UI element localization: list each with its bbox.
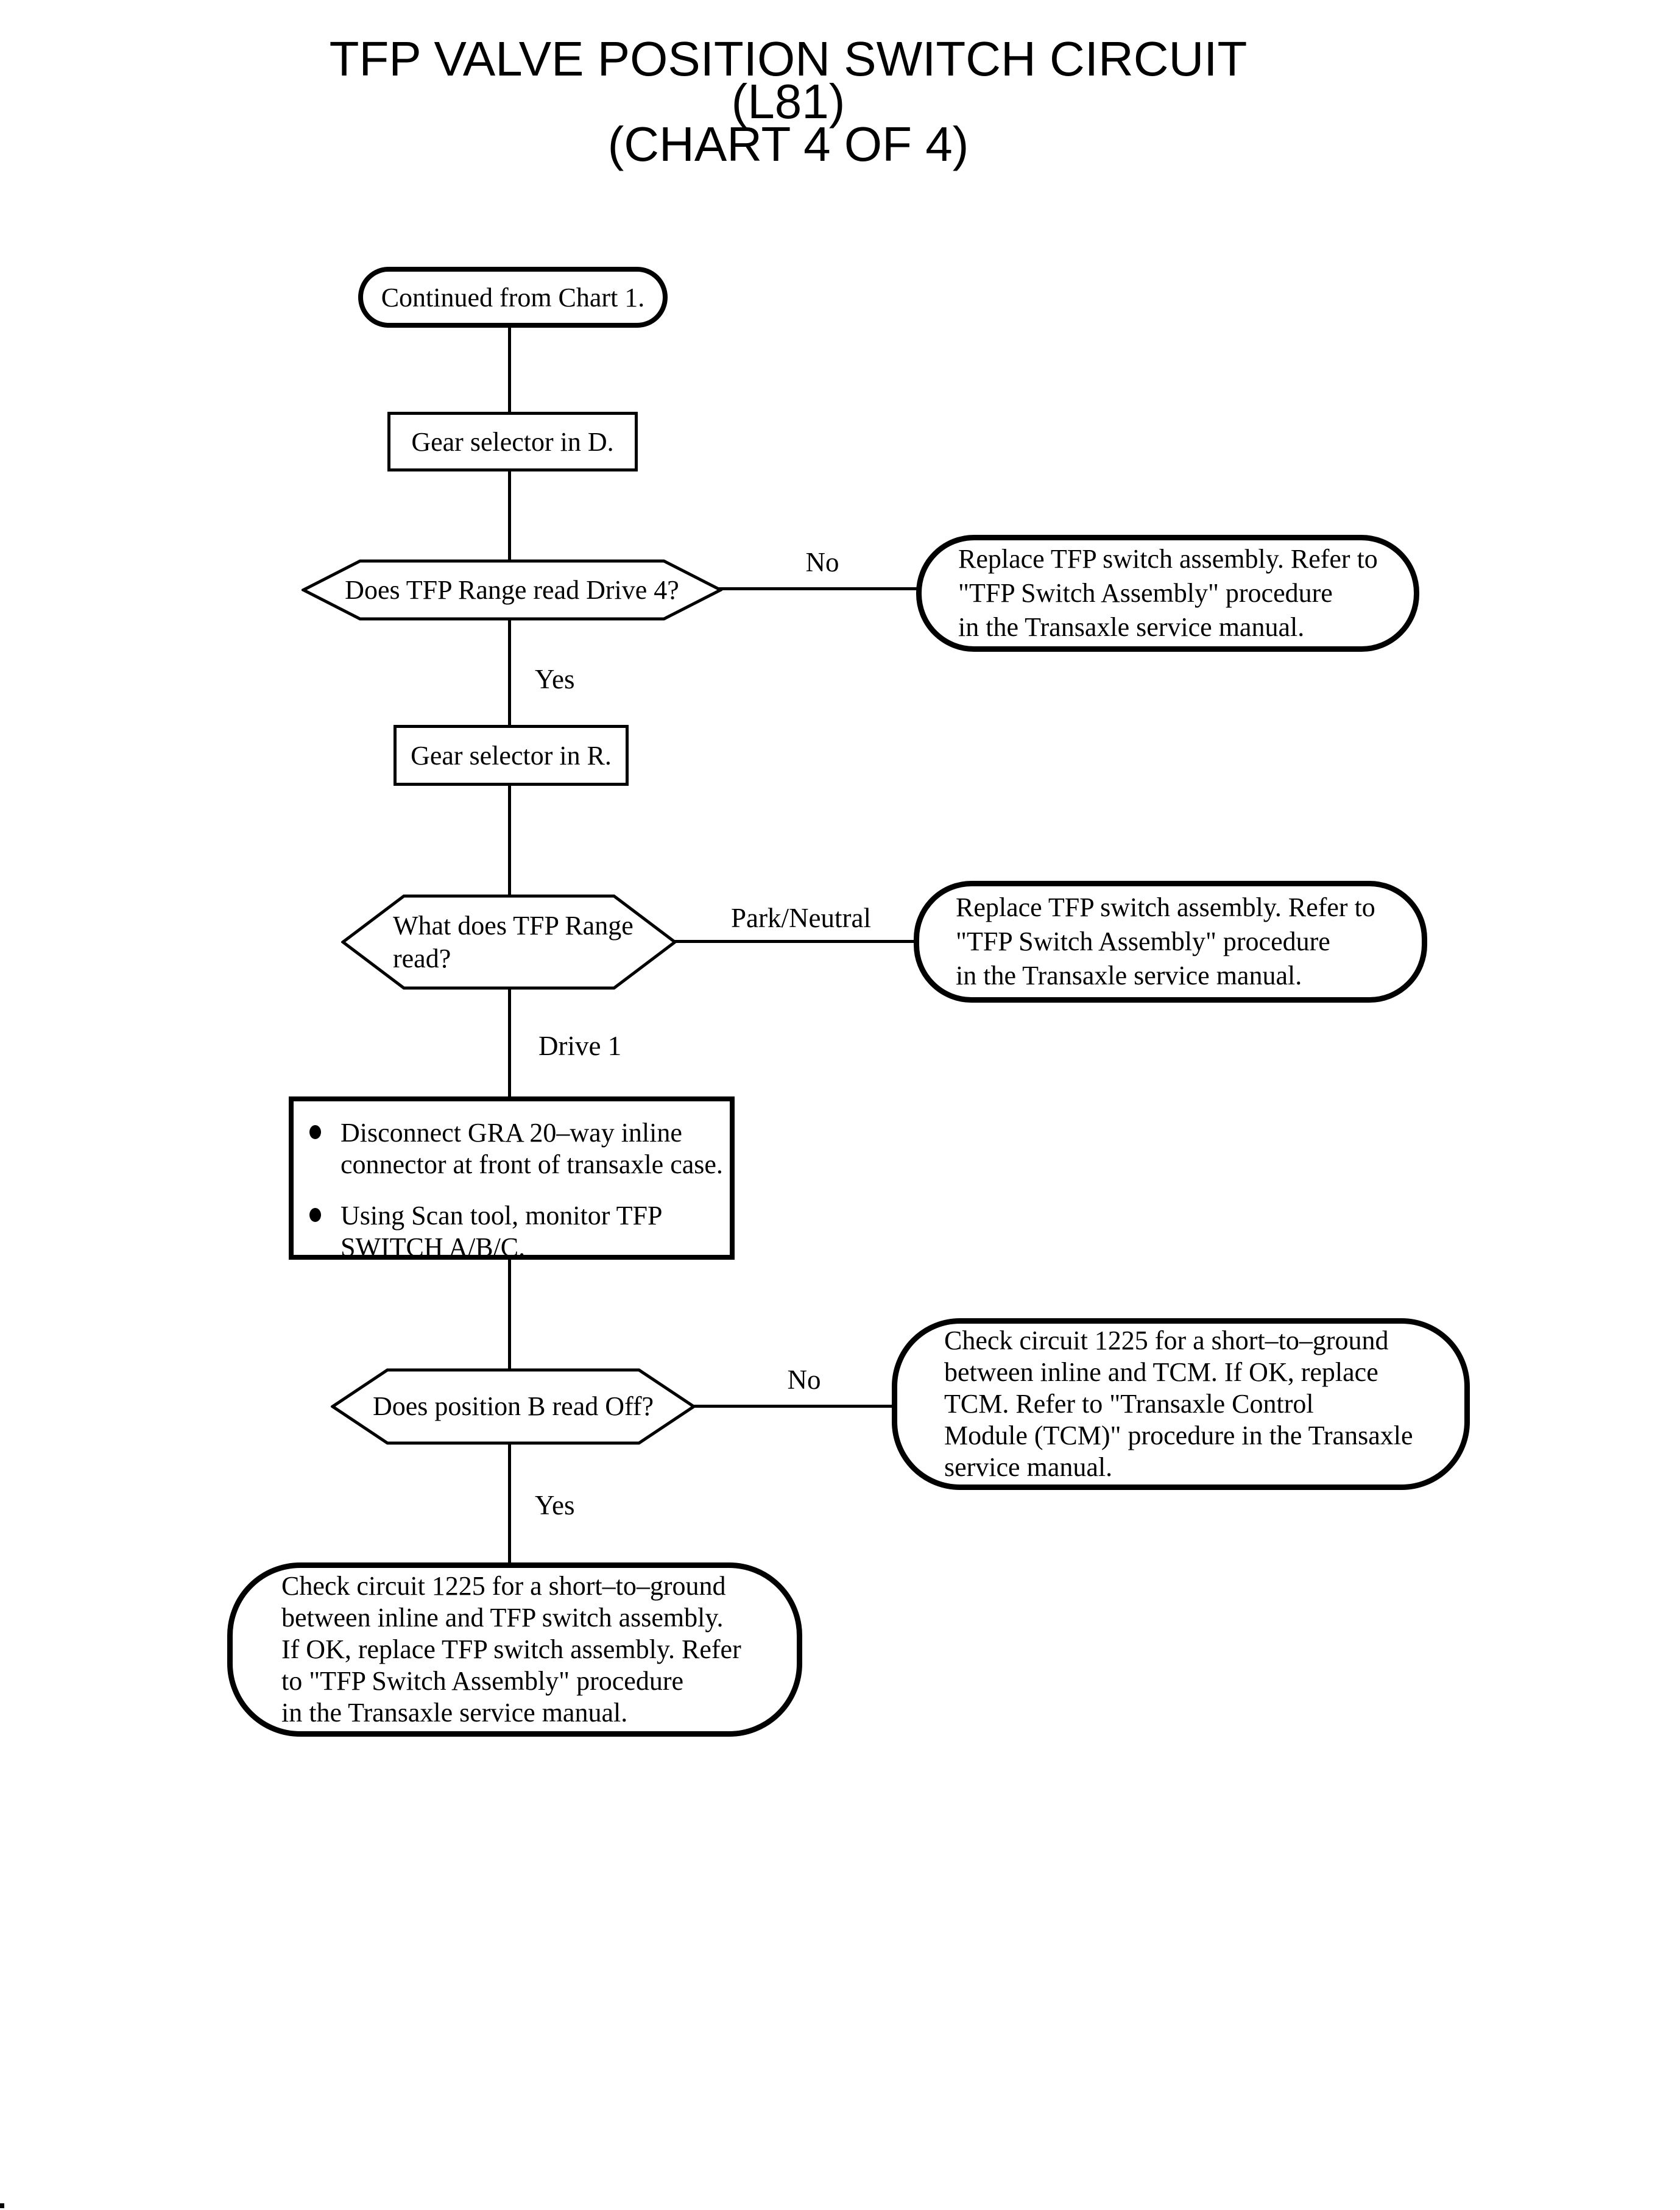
action-check-circuit-tcm-line5: service manual. [944,1452,1113,1482]
connector-drive4-to-gearr [508,618,511,728]
connector-geard-to-drive4 [508,469,511,562]
bullet-disconnect-line2: connector at front of transaxle case. [341,1149,723,1179]
action-replace-tfp-switch-top [916,535,1419,652]
connector-no-drive4 [719,587,920,590]
connector-positionb-to-check [508,1442,511,1564]
action-check-circuit-tfp-line2: between inline and TFP switch assembly. [281,1603,724,1633]
decision-position-b-label: Does position B read Off? [372,1391,654,1421]
connector-no-positionb [692,1405,896,1408]
decision-what-tfp-range [341,894,677,990]
action-check-circuit-tfp-line1: Check circuit 1225 for a short–to–ground [281,1571,726,1601]
action-replace-tfp-switch-top-line3: in the Transaxle service manual. [958,612,1305,642]
action-check-circuit-tfp-line3: If OK, replace TFP switch assembly. Refer [281,1634,741,1664]
bullet-scan-line2: SWITCH A/B/C. [341,1232,526,1262]
action-replace-tfp-switch-mid-line3: in the Transaxle service manual. [956,961,1302,990]
page-title-line1: TFP VALVE POSITION SWITCH CIRCUIT (L81) [329,32,1248,129]
decision-tfp-range-drive4-label: Does TFP Range read Drive 4? [345,574,679,605]
bullet-icon [309,1208,321,1222]
decision-tfp-range-drive4 [302,559,722,621]
bullet-icon [309,1125,321,1139]
page-title [292,32,1285,171]
bullet-item-disconnect [309,1117,723,1181]
action-replace-tfp-switch-top-line1: Replace TFP switch assembly. Refer to [958,544,1378,574]
bullet-scan-line1: Using Scan tool, monitor TFP [341,1201,663,1230]
action-check-circuit-tcm-line4: Module (TCM)" procedure in the Transaxle [944,1421,1413,1450]
process-gear-selector-r-label: Gear selector in R. [411,740,612,771]
process-gear-selector-d [387,412,638,471]
decision-position-b [331,1368,696,1445]
action-check-circuit-tfp-line4: to "TFP Switch Assembly" procedure [281,1666,684,1696]
decision-what-tfp-range-line2: read? [393,943,451,973]
edge-label-yes-1: Yes [535,664,575,694]
scan-speck [0,2203,4,2208]
edge-label-drive-1: Drive 1 [538,1031,622,1061]
action-replace-tfp-switch-mid-line1: Replace TFP switch assembly. Refer to [956,892,1375,922]
action-replace-tfp-switch-mid-line2: "TFP Switch Assembly" procedure [956,927,1330,956]
connector-disconnect-to-positionb [508,1257,511,1371]
connector-tfprange-to-disconnect [508,987,511,1098]
action-check-circuit-tfp [227,1562,802,1737]
action-check-circuit-tcm-line2: between inline and TCM. If OK, replace [944,1357,1378,1387]
action-check-circuit-tcm-line3: TCM. Refer to "Transaxle Control [944,1389,1314,1419]
connector-parkneutral [673,940,917,943]
edge-label-no-1: No [783,547,862,577]
process-gear-selector-d-label: Gear selector in D. [411,426,614,457]
bullet-disconnect-line1: Disconnect GRA 20–way inline [341,1118,682,1148]
process-disconnect-and-monitor [289,1096,735,1260]
action-check-circuit-tcm [892,1318,1470,1490]
action-check-circuit-tfp-line5: in the Transaxle service manual. [281,1698,628,1728]
edge-label-no-2: No [764,1364,844,1395]
bullet-item-scan-tool [309,1200,719,1263]
start-terminator-label: Continued from Chart 1. [381,282,645,312]
action-replace-tfp-switch-top-line2: "TFP Switch Assembly" procedure [958,578,1333,608]
action-replace-tfp-switch-mid [914,881,1427,1003]
decision-what-tfp-range-label [341,894,677,990]
connector-gearr-to-tfprange [508,783,511,897]
action-check-circuit-tcm-line1: Check circuit 1225 for a short–to–ground [944,1326,1389,1355]
connector-start-to-geard [508,326,511,414]
edge-label-yes-2: Yes [535,1490,575,1520]
start-terminator [358,267,668,328]
process-gear-selector-r [394,725,629,786]
edge-label-park-neutral: Park/Neutral [725,903,877,933]
decision-what-tfp-range-line1: What does TFP Range [393,910,634,941]
page-title-line2: (CHART 4 OF 4) [607,117,969,171]
